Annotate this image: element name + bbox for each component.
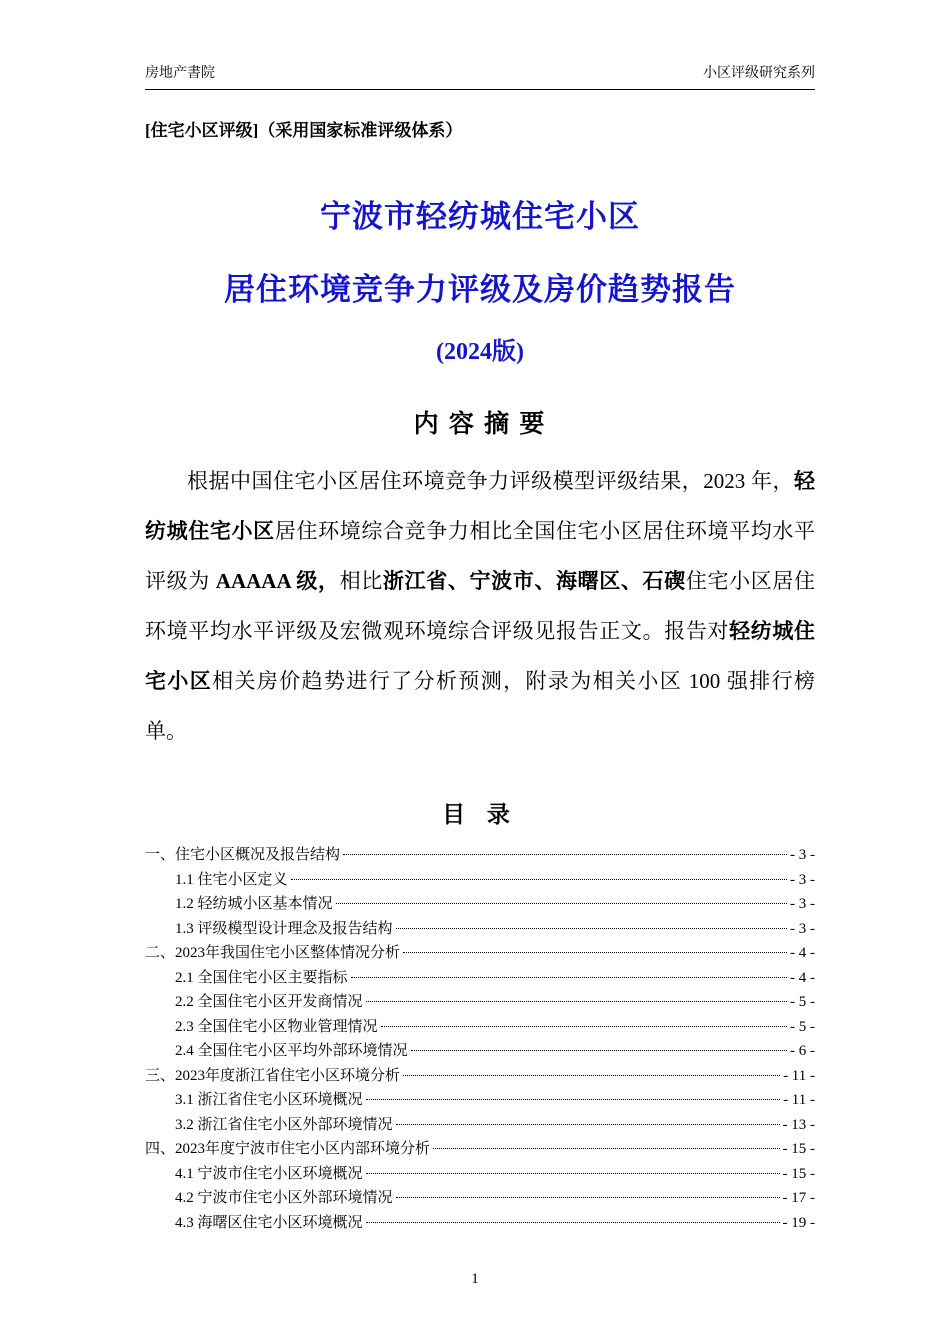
toc-entry: [145, 868, 815, 893]
toc-leader-dots: [366, 1222, 780, 1223]
toc-leader-dots: [343, 854, 787, 855]
toc-entry: [145, 941, 815, 966]
header-right-text: 小区评级研究系列: [703, 66, 815, 81]
toc-entry: [145, 1186, 815, 1211]
toc-entry-label: 4.2 宁波市住宅小区外部环境情况: [175, 1190, 393, 1206]
toc-entry-page: - 3 -: [790, 871, 815, 888]
page-number: 1: [471, 1271, 479, 1287]
toc-leader-dots: [366, 1173, 780, 1174]
header-left-text: 房地产書院: [145, 66, 215, 81]
abstract-heading: 内 容 摘 要: [413, 411, 547, 438]
abstract-paragraph: [145, 456, 815, 756]
report-tagline: [住宅小区评级]（采用国家标准评级体系）: [145, 121, 463, 140]
toc-entry: [145, 966, 815, 991]
toc-leader-dots: [396, 1197, 780, 1198]
toc-entry-label: 一、住宅小区概况及报告结构: [145, 847, 341, 863]
toc-entry: [145, 1088, 815, 1113]
abstract-text-segment: 相比: [339, 569, 383, 593]
toc-entry-label: 1.2 轻纺城小区基本情况: [175, 896, 333, 912]
toc-entry-label: 2.4 全国住宅小区平均外部环境情况: [175, 1043, 408, 1059]
toc-entry-page: - 5 -: [790, 994, 815, 1010]
page-header: [145, 0, 815, 82]
toc-entry: [145, 1113, 815, 1138]
toc-entry-label: 2.2 全国住宅小区开发商情况: [175, 994, 363, 1010]
toc-entry: [145, 892, 815, 917]
toc-leader-dots: [433, 1148, 779, 1149]
toc-leader-dots: [366, 1099, 781, 1100]
report-title-line1: 宁波市轻纺城住宅小区: [320, 199, 640, 234]
toc-entry-label: 1.3 评级模型设计理念及报告结构: [175, 920, 393, 937]
toc-entry-label: 3.1 浙江省住宅小区环境概况: [175, 1092, 363, 1108]
toc-list: [145, 843, 815, 1235]
toc-entry-label: 二、2023年我国住宅小区整体情况分析: [145, 945, 401, 961]
toc-entry-page: - 4 -: [790, 945, 815, 961]
toc-entry-label: 2.3 全国住宅小区物业管理情况: [175, 1018, 378, 1035]
toc-entry-page: - 3 -: [790, 847, 815, 863]
toc-entry-label: 1.1 住宅小区定义: [175, 871, 288, 888]
toc-entry-label: 三、2023年度浙江省住宅小区环境分析: [145, 1067, 401, 1084]
toc-entry: [145, 1064, 815, 1089]
toc-leader-dots: [291, 879, 787, 880]
toc-entry: [145, 990, 815, 1015]
toc-entry-label: 4.1 宁波市住宅小区环境概况: [175, 1165, 363, 1182]
toc-entry-label: 4.3 海曙区住宅小区环境概况: [175, 1214, 363, 1231]
toc-leader-dots: [411, 1050, 787, 1051]
toc-entry-label: 四、2023年度宁波市住宅小区内部环境分析: [145, 1141, 431, 1157]
abstract-text-segment: 居住环境综合竞争力相比全国住宅小区居住环境平均水平评级为: [145, 519, 816, 593]
toc-entry: [145, 917, 815, 942]
toc-leader-dots: [403, 952, 787, 953]
report-title-line2: 居住环境竞争力评级及房价趋势报告: [224, 272, 736, 307]
toc-leader-dots: [366, 1001, 787, 1002]
toc-entry-page: - 6 -: [790, 1043, 815, 1059]
abstract-bold-segment: 浙江省、宁波市、海曙区、石碶: [382, 569, 686, 593]
toc-entry-page: - 15 -: [782, 1141, 815, 1157]
toc-entry: [145, 1039, 815, 1064]
toc-entry: [145, 1137, 815, 1162]
toc-leader-dots: [336, 903, 787, 904]
toc-entry-page: - 3 -: [790, 896, 815, 912]
toc-leader-dots: [351, 977, 787, 978]
header-divider: [145, 89, 815, 90]
abstract-bold-segment: 轻纺城住宅小区: [145, 619, 816, 693]
toc-leader-dots: [381, 1026, 787, 1027]
toc-entry: [145, 1162, 815, 1187]
toc-entry-page: - 19 -: [782, 1214, 815, 1231]
abstract-text-segment: 住宅小区居住环境平均水平评级及宏微观环境综合评级见报告正文。报告对: [145, 569, 816, 643]
toc-entry-page: - 11 -: [783, 1067, 815, 1084]
toc-entry: [145, 1015, 815, 1040]
toc-leader-dots: [396, 1124, 780, 1125]
toc-entry: [145, 843, 815, 868]
toc-entry-page: - 4 -: [790, 969, 815, 986]
toc-heading: 目 录: [442, 802, 518, 827]
toc-entry-label: 2.1 全国住宅小区主要指标: [175, 969, 348, 986]
abstract-text-segment: 根据中国住宅小区居住环境竞争力评级模型评级结果，2023 年，: [187, 469, 794, 493]
toc-entry: [145, 1211, 815, 1236]
toc-entry-page: - 5 -: [790, 1018, 815, 1035]
toc-leader-dots: [396, 928, 787, 929]
toc-entry-page: - 3 -: [790, 920, 815, 937]
toc-leader-dots: [403, 1075, 780, 1076]
abstract-bold-segment: AAAAA 级，: [215, 569, 340, 593]
toc-entry-label: 3.2 浙江省住宅小区外部环境情况: [175, 1116, 393, 1133]
abstract-text-segment: 相关房价趋势进行了分析预测，附录为相关小区 100 强排行榜单。: [145, 669, 816, 743]
toc-entry-page: - 15 -: [782, 1165, 815, 1182]
report-edition: (2024版): [436, 339, 524, 365]
toc-entry-page: - 11 -: [783, 1092, 815, 1108]
toc-entry-page: - 13 -: [782, 1116, 815, 1133]
toc-entry-page: - 17 -: [782, 1190, 815, 1206]
abstract-bold-segment: 轻纺城住宅小区: [145, 469, 815, 543]
